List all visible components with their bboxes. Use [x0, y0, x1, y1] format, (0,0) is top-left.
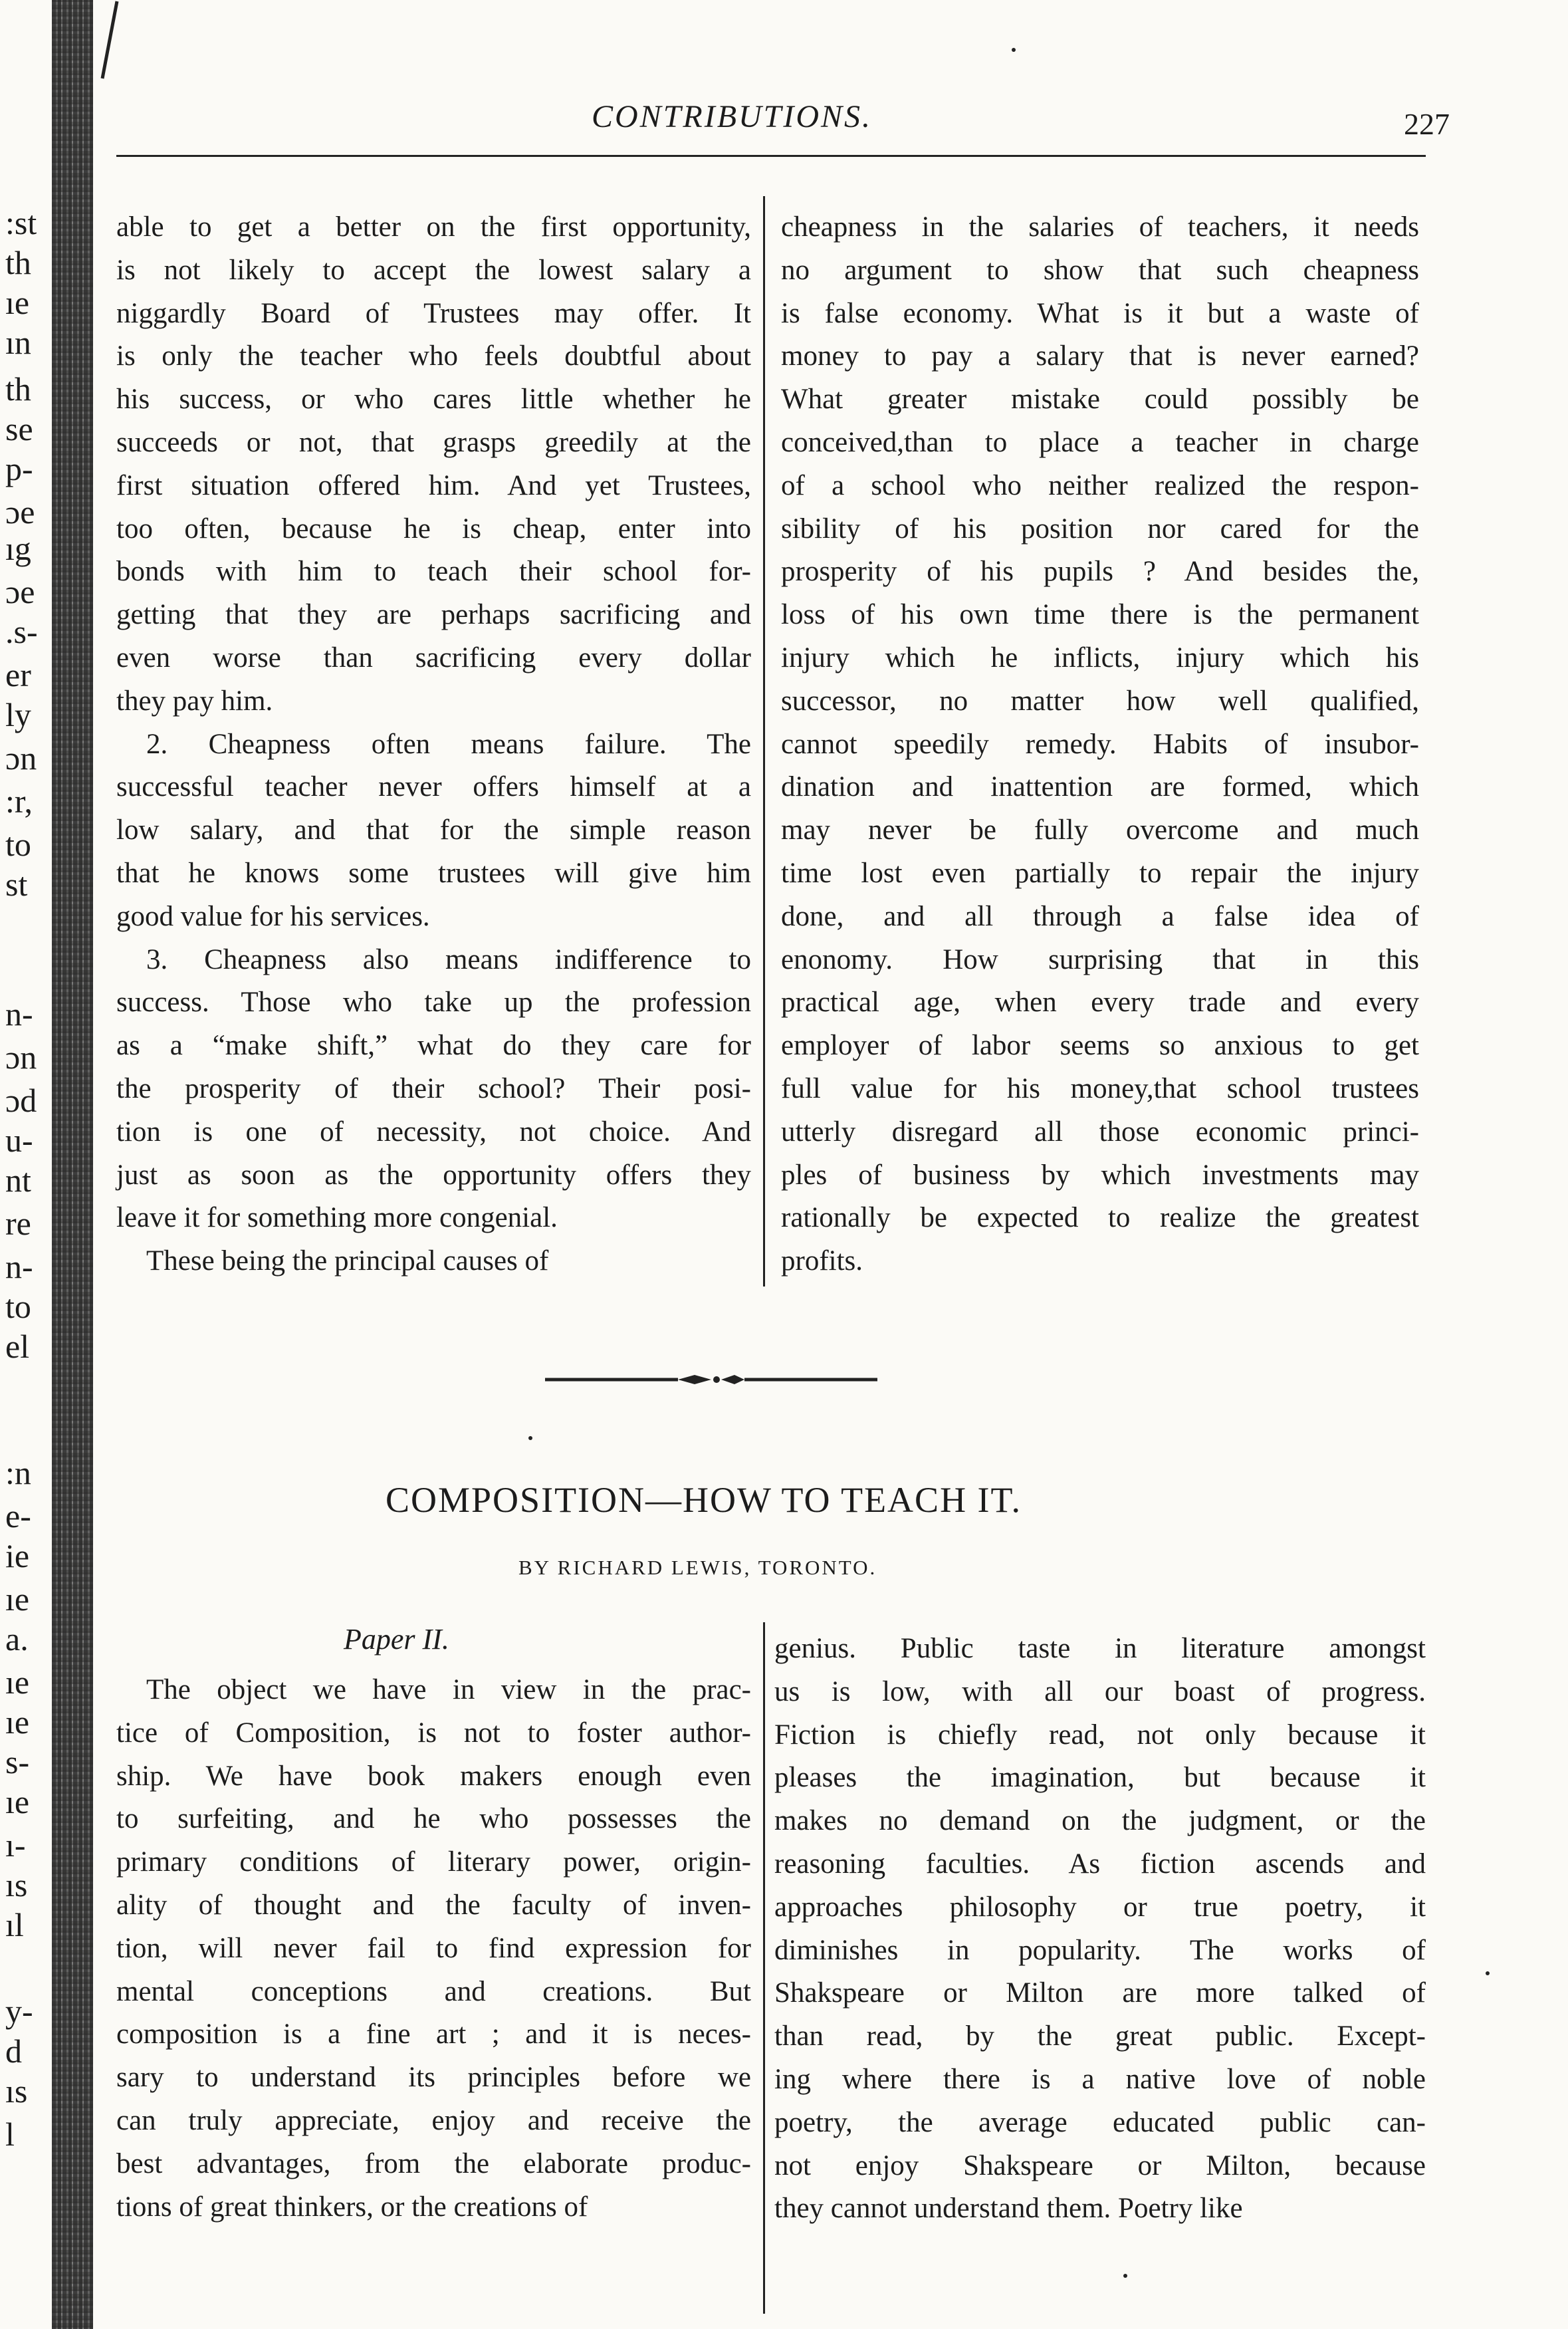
- text-line: utterly disregard all those economic princi-: [781, 1116, 1419, 1148]
- ink-speck: [1012, 48, 1016, 52]
- text-line: succeeds or not, that grasps greedily at the: [116, 426, 751, 458]
- text-line: Fiction is chiefly read, not only because it: [774, 1719, 1426, 1751]
- margin-fragment: p-: [5, 450, 33, 487]
- text-line: success. Those who take up the profession: [116, 987, 751, 1019]
- text-line: Shakspeare or Milton are more talked of: [774, 1977, 1426, 2009]
- margin-fragment: el: [5, 1328, 30, 1365]
- bottom-left-column: [116, 1669, 751, 2229]
- text-line: diminishes in popularity. The works of: [774, 1934, 1426, 1966]
- text-line: just as soon as the opportunity offers they: [116, 1159, 751, 1191]
- margin-fragment: s-: [5, 1743, 30, 1780]
- text-line: employer of labor seems so anxious to get: [781, 1030, 1419, 1062]
- text-line: successful teacher never offers himself at a: [116, 771, 751, 803]
- margin-fragment: d: [5, 2032, 22, 2070]
- text-line: to surfeiting, and he who possesses the: [116, 1803, 751, 1835]
- text-line: approaches philosophy or true poetry, it: [774, 1891, 1426, 1923]
- top-right-column: [781, 206, 1419, 1283]
- text-line: prosperity of his pupils ? And besides the,: [781, 556, 1419, 588]
- margin-fragment: ıe: [5, 1703, 30, 1741]
- text-line: too often, because he is cheap, enter into: [116, 513, 751, 545]
- bottom-right-column: [774, 1628, 1426, 2231]
- margin-fragment: y-: [5, 1993, 33, 2030]
- text-line: as a “make shift,” what do they care for: [116, 1030, 751, 1062]
- text-line: is not likely to accept the lowest salary a: [116, 254, 751, 286]
- text-line: time lost even partially to repair the injury: [781, 857, 1419, 889]
- text-line: tions of great thinkers, or the creations of: [116, 2191, 588, 2223]
- text-line: of a school who neither realized the respon-: [781, 469, 1419, 501]
- text-line: not enjoy Shakspeare or Milton, because: [774, 2149, 1426, 2181]
- margin-fragment: ın: [5, 324, 31, 361]
- ink-speck: [528, 1436, 532, 1440]
- text-line: sibility of his position nor cared for the: [781, 513, 1419, 545]
- text-line: dination and inattention are formed, which: [781, 771, 1419, 803]
- text-line: leave it for something more congenial.: [116, 1202, 558, 1234]
- column-divider-top: [763, 196, 765, 1287]
- text-line: 2. Cheapness often means failure. The: [146, 728, 751, 760]
- text-line: can truly appreciate, enjoy and receive the: [116, 2104, 751, 2136]
- column-divider-bottom: [763, 1622, 765, 2314]
- margin-fragment: a.: [5, 1620, 29, 1657]
- text-line: practical age, when every trade and every: [781, 987, 1419, 1019]
- text-line: enonomy. How surprising that in this: [781, 943, 1419, 975]
- text-line: no argument to show that such cheapness: [781, 254, 1419, 286]
- ink-speck: [1123, 2274, 1127, 2278]
- left-margin-fragments: [0, 0, 47, 2329]
- text-line: money to pay a salary that is never earned?: [781, 340, 1419, 372]
- article-byline: BY RICHARD LEWIS, TORONTO.: [518, 1556, 877, 1579]
- text-line: What greater mistake could possibly be: [781, 384, 1419, 416]
- top-left-column: [116, 206, 751, 1283]
- margin-fragment: to: [5, 1288, 31, 1325]
- text-line: able to get a better on the first opportunity,: [116, 211, 751, 243]
- margin-fragment: ıl: [5, 1906, 24, 1943]
- text-line: composition is a fine art ; and it is neces-: [116, 2019, 751, 2050]
- text-line: makes no demand on the judgment, or the: [774, 1805, 1426, 1837]
- margin-fragment: ıe: [5, 1663, 30, 1701]
- margin-fragment: ıe: [5, 284, 30, 321]
- running-head: CONTRIBUTIONS.: [592, 99, 873, 134]
- text-line: sary to understand its principles before we: [116, 2062, 751, 2094]
- text-line: ship. We have book makers enough even: [116, 1760, 751, 1792]
- text-line: rationally be expected to realize the greatest: [781, 1202, 1419, 1234]
- text-line: is false economy. What is it but a waste of: [781, 297, 1419, 329]
- text-line: genius. Public taste in literature amongst: [774, 1633, 1426, 1664]
- margin-fragment: ie: [5, 1537, 30, 1574]
- margin-fragment: :st: [5, 204, 37, 241]
- text-line: tion is one of necessity, not choice. And: [116, 1116, 751, 1148]
- text-line: loss of his own time there is the permanent: [781, 599, 1419, 631]
- text-line: tice of Composition, is not to foster author-: [116, 1717, 751, 1749]
- margin-fragment: u-: [5, 1122, 33, 1159]
- margin-fragment: nt: [5, 1162, 31, 1199]
- text-line: reasoning faculties. As fiction ascends and: [774, 1848, 1426, 1880]
- margin-fragment: ɔe: [5, 573, 35, 610]
- text-line: ality of thought and the faculty of inven-: [116, 1889, 751, 1921]
- header-rule: [116, 155, 1426, 157]
- text-line: getting that they are perhaps sacrificing and: [116, 599, 751, 631]
- text-line: injury which he inflicts, injury which his: [781, 642, 1419, 674]
- paper-label: Paper II.: [344, 1623, 449, 1655]
- text-line: is only the teacher who feels doubtful about: [116, 340, 751, 372]
- text-line: done, and all through a false idea of: [781, 900, 1419, 932]
- text-line: than read, by the great public. Except-: [774, 2021, 1426, 2052]
- text-line: conceived,than to place a teacher in charge: [781, 426, 1419, 458]
- margin-fragment: :r,: [5, 783, 33, 820]
- section-ornament: [545, 1370, 877, 1390]
- text-line: first situation offered him. And yet Trustees,: [116, 469, 751, 501]
- text-line: mental conceptions and creations. But: [116, 1975, 751, 2007]
- text-line: they cannot understand them. Poetry like: [774, 2193, 1243, 2225]
- text-line: ing where there is a native love of noble: [774, 2063, 1426, 2095]
- text-line: low salary, and that for the simple reason: [116, 814, 751, 846]
- margin-fragment: ɔe: [5, 493, 35, 531]
- margin-fragment: th: [5, 370, 31, 408]
- text-line: profits.: [781, 1245, 863, 1277]
- margin-fragment: ɔn: [5, 1039, 37, 1076]
- text-line: bonds with him to teach their school for-: [116, 556, 751, 588]
- margin-fragment: e-: [5, 1497, 31, 1534]
- margin-fragment: ly: [5, 696, 31, 733]
- margin-fragment: l: [5, 2116, 15, 2153]
- text-line: even worse than sacrificing every dollar: [116, 642, 751, 674]
- text-line: These being the principal causes of: [146, 1245, 549, 1277]
- ink-speck: [1486, 1971, 1490, 1975]
- text-line: primary conditions of literary power, origin-: [116, 1846, 751, 1878]
- margin-fragment: se: [5, 410, 33, 447]
- text-line: us is low, with all our boast of progress.: [774, 1675, 1426, 1707]
- text-line: that he knows some trustees will give him: [116, 857, 751, 889]
- article-title: COMPOSITION—HOW TO TEACH IT.: [386, 1480, 1022, 1520]
- binding-spine: [52, 0, 93, 2329]
- margin-fragment: ıg: [5, 530, 31, 567]
- margin-fragment: n-: [5, 1248, 33, 1285]
- margin-fragment: ıe: [5, 1580, 30, 1618]
- page-number: 227: [1404, 107, 1450, 141]
- text-line: full value for his money,that school trustees: [781, 1072, 1419, 1104]
- margin-fragment: er: [5, 656, 31, 693]
- margin-fragment: :n: [5, 1454, 31, 1491]
- margin-fragment: re: [5, 1205, 31, 1242]
- margin-fragment: ıs: [5, 2072, 28, 2110]
- text-line: the prosperity of their school? Their posi-: [116, 1072, 751, 1104]
- text-line: successor, no matter how well qualified,: [781, 685, 1419, 717]
- text-line: they pay him.: [116, 685, 273, 717]
- margin-fragment: n-: [5, 995, 33, 1033]
- margin-fragment: st: [5, 866, 28, 903]
- text-line: 3. Cheapness also means indifference to: [146, 943, 751, 975]
- margin-fragment: to: [5, 826, 31, 863]
- text-line: tion, will never fail to find expression for: [116, 1932, 751, 1964]
- margin-fragment: th: [5, 244, 31, 281]
- margin-fragment: ı-: [5, 1826, 26, 1864]
- margin-fragment: ɔn: [5, 739, 37, 777]
- text-line: his success, or who cares little whether he: [116, 384, 751, 416]
- margin-fragment: ıe: [5, 1783, 30, 1820]
- text-line: best advantages, from the elaborate produc-: [116, 2147, 751, 2179]
- text-line: niggardly Board of Trustees may offer. It: [116, 297, 751, 329]
- pen-stroke-mark: [100, 0, 120, 80]
- margin-fragment: ıs: [5, 1866, 28, 1903]
- text-line: cannot speedily remedy. Habits of insubor-: [781, 728, 1419, 760]
- text-line: cheapness in the salaries of teachers, it needs: [781, 211, 1419, 243]
- margin-fragment: .s-: [5, 613, 38, 650]
- text-line: poetry, the average educated public can-: [774, 2106, 1426, 2138]
- text-line: The object we have in view in the prac-: [146, 1674, 751, 1705]
- text-line: may never be fully overcome and much: [781, 814, 1419, 846]
- text-line: pleases the imagination, but because it: [774, 1762, 1426, 1794]
- margin-fragment: ɔd: [5, 1082, 37, 1119]
- text-line: good value for his services.: [116, 900, 430, 932]
- text-line: ples of business by which investments may: [781, 1159, 1419, 1191]
